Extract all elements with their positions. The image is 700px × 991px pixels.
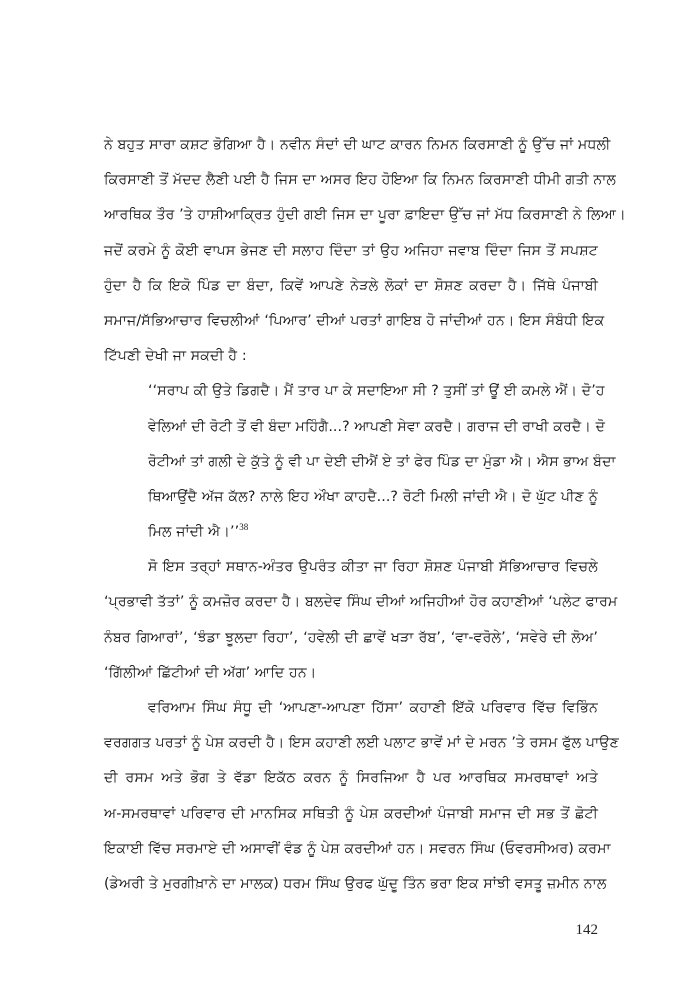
- block-quote: [104, 374, 616, 550]
- text-line: ਹੁੰਦਾ ਹੈ ਕਿ ਇਕੋ ਪਿੰਡ ਦਾ ਬੰਦਾ, ਕਿਵੇਂ ਆਪਣੇ ਨੇੜਲੇ ਲੋਕਾਂ ਦਾ ਸ਼ੋਸ਼ਣ ਕਰਦਾ ਹੈ। ਜਿੱਥੇ ਪੰਜਾਬੀ: [104, 277, 598, 294]
- paragraph-wariam-singh: [104, 691, 619, 902]
- text-line: ਟਿੱਪਣੀ ਦੇਖੀ ਜਾ ਸਕਦੀ ਹੈ :: [104, 348, 247, 365]
- text-line: ਵਰਗਗਤ ਪਰਤਾਂ ਨੂੰ ਪੇਸ਼ ਕਰਦੀ ਹੈ। ਇਸ ਕਹਾਣੀ ਲਈ ਪਲਾਟ ਭਾਵੇਂ ਮਾਂ ਦੇ ਮਰਨ ’ਤੇ ਰਸਮ ਫੁੱਲ ਪਾਉਣ: [104, 735, 619, 752]
- text-line: ਦੀ ਰਸਮ ਅਤੇ ਭੋਗ ਤੇ ਵੱਡਾ ਇਕੱਠ ਕਰਨ ਨੂੰ ਸਿਰਜਿਆ ਹੈ ਪਰ ਆਰਥਿਕ ਸਮਰਥਾਵਾਂ ਅਤੇ: [104, 770, 598, 787]
- quote-line: ਵੇਲਿਆਂ ਦੀ ਰੋਟੀ ਤੋਂ ਵੀ ਬੰਦਾ ਮਹਿੰਗੈ...? ਆਪਣੀ ਸੇਵਾ ਕਰਦੈ। ਗਰਾਜ ਦੀ ਰਾਖੀ ਕਰਦੈ। ਦੋ: [148, 418, 606, 435]
- quote-line-final: [104, 515, 598, 550]
- paragraph-continuation: [104, 128, 626, 374]
- text-line: ਅ-ਸਮਰਥਾਵਾਂ ਪਰਿਵਾਰ ਦੀ ਮਾਨਸਿਕ ਸਥਿਤੀ ਨੂੰ ਪੇਸ਼ ਕਰਦੀਆਂ ਪੰਜਾਬੀ ਸਮਾਜ ਦੀ ਸਭ ਤੋਂ ਛੋਟੀ: [104, 805, 598, 822]
- text-line: ਸੋ ਇਸ ਤਰ੍ਹਾਂ ਸਥਾਨ-ਅੰਤਰ ਉਪਰੰਤ ਕੀਤਾ ਜਾ ਰਿਹਾ ਸ਼ੋਸ਼ਣ ਪੰਜਾਬੀ ਸੱਭਿਆਚਾਰ ਵਿਚਲੇ: [148, 559, 598, 576]
- quote-line-text: ਮਿਲ ਜਾਂਦੀ ਐ।’’: [148, 524, 240, 541]
- text-line: ਆਰਥਿਕ ਤੌਰ ’ਤੇ ਹਾਸ਼ੀਆਕ੍ਰਿਤ ਹੁੰਦੀ ਗਈ ਜਿਸ ਦਾ ਪੂਰਾ ਫ਼ਾਇਦਾ ਉੱਚ ਜਾਂ ਮੱਧ ਕਿਰਸਾਣੀ ਨੇ ਲਿਆ।: [104, 207, 626, 224]
- quote-line: ਥਿਆਉਂਦੈ ਅੱਜ ਕੱਲ? ਨਾਲੇ ਇਹ ਔਖਾ ਕਾਹਦੈ...? ਰੋਟੀ ਮਿਲੀ ਜਾਂਦੀ ਐ। ਦੋ ਘੁੱਟ ਪੀਣ ਨੂੰ: [148, 488, 598, 505]
- quote-line: ‘‘ਸਰਾਪ ਕੀ ਉਤੇ ਡਿਗਦੈ। ਮੈਂ ਤਾਰ ਪਾ ਕੇ ਸਦਾਇਆ ਸੀ ? ਤੁਸੀਂ ਤਾਂ ਊਂ ਈ ਕਮਲੇ ਐਂ। ਦੋ’ਹ: [148, 383, 605, 400]
- text-line: ਸਮਾਜ/ਸੱਭਿਆਚਾਰ ਵਿਚਲੀਆਂ ‘ਪਿਆਰ’ ਦੀਆਂ ਪਰਤਾਂ ਗਾਇਬ ਹੋ ਜਾਂਦੀਆਂ ਹਨ। ਇਸ ਸੰਬੰਧੀ ਇਕ: [104, 312, 605, 329]
- text-line: ‘ਪ੍ਰਭਾਵੀ ਤੱਤਾਂ’ ਨੂੰ ਕਮਜ਼ੋਰ ਕਰਦਾ ਹੈ। ਬਲਦੇਵ ਸਿੰਘ ਦੀਆਂ ਅਜਿਹੀਆਂ ਹੋਰ ਕਹਾਣੀਆਂ ‘ਪਲੇਟ ਫਾਰਮ: [104, 594, 618, 611]
- text-line: ਜਦੋਂ ਕਰਮੇ ਨੂੰ ਕੋਈ ਵਾਪਸ ਭੇਜਣ ਦੀ ਸਲਾਹ ਦਿੰਦਾ ਤਾਂ ਉਹ ਅਜਿਹਾ ਜਵਾਬ ਦਿੰਦਾ ਜਿਸ ਤੋਂ ਸਪਸ਼ਟ: [104, 242, 598, 259]
- text-line: ਕਿਰਸਾਣੀ ਤੋਂ ਮੱਦਦ ਲੈਣੀ ਪਈ ਹੈ ਜਿਸ ਦਾ ਅਸਰ ਇਹ ਹੋਇਆ ਕਿ ਨਿਮਨ ਕਿਰਸਾਣੀ ਧੀਮੀ ਗਤੀ ਨਾਲ: [104, 172, 617, 189]
- text-line: (ਡੇਅਰੀ ਤੇ ਮੁਰਗੀਖ਼ਾਨੇ ਦਾ ਮਾਲਕ) ਧਰਮ ਸਿੰਘ ਉਰਫ ਘੁੱਦੂ ਤਿੰਨ ਭਰਾ ਇਕ ਸਾਂਝੀ ਵਸਤੂ ਜ਼ਮੀਨ ਨਾਲ: [104, 875, 607, 892]
- quote-line: ਰੋਟੀਆਂ ਤਾਂ ਗਲੀ ਦੇ ਕੁੱਤੇ ਨੂੰ ਵੀ ਪਾ ਦੇਈ ਦੀਐਂ ਏ ਤਾਂ ਫੇਰ ਪਿੰਡ ਦਾ ਮੁੰਡਾ ਐ। ਐਸ ਭਾਅ ਬੰਦਾ: [148, 453, 616, 470]
- text-line: ‘ਗਿੱਲੀਆਂ ਛਿੱਟੀਆਂ ਦੀ ਅੱਗ’ ਆਦਿ ਹਨ।: [104, 664, 317, 681]
- footnote-reference[interactable]: 38: [239, 522, 249, 533]
- text-line: ਨੰਬਰ ਗਿਆਰਾਂ’, ‘ਝੰਡਾ ਝੂਲਦਾ ਰਿਹਾ’, ‘ਹਵੇਲੀ ਦੀ ਛਾਵੇਂ ਖੜਾ ਰੱਬ’, ‘ਵਾ-ਵਰੋਲੇ’, ‘ਸਵੇਰੇ ਦੀ ਲੋਅ’: [104, 629, 598, 646]
- paragraph-exploitation: [104, 550, 618, 691]
- text-line: ਨੇ ਬਹੁਤ ਸਾਰਾ ਕਸ਼ਟ ਭੋਗਿਆ ਹੈ। ਨਵੀਨ ਸੰਦਾਂ ਦੀ ਘਾਟ ਕਾਰਨ ਨਿਮਨ ਕਿਰਸਾਣੀ ਨੂੰ ਉੱਚ ਜਾਂ ਮਧਲੀ: [104, 137, 611, 153]
- page-body: [104, 128, 626, 902]
- text-line: ਇਕਾਈ ਵਿੱਚ ਸਰਮਾਏ ਦੀ ਅਸਾਵੀਂ ਵੰਡ ਨੂੰ ਪੇਸ਼ ਕਰਦੀਆਂ ਹਨ। ਸਵਰਨ ਸਿੰਘ (ਓਵਰਸੀਅਰ) ਕਰਮਾ: [104, 840, 611, 857]
- page-number: 142: [575, 922, 598, 938]
- text-line: ਵਰਿਆਮ ਸਿੰਘ ਸੰਧੂ ਦੀ ‘ਆਪਣਾ-ਆਪਣਾ ਹਿੱਸਾ’ ਕਹਾਣੀ ਇੱਕੋ ਪਰਿਵਾਰ ਵਿੱਚ ਵਿਭਿੰਨ: [148, 700, 598, 716]
